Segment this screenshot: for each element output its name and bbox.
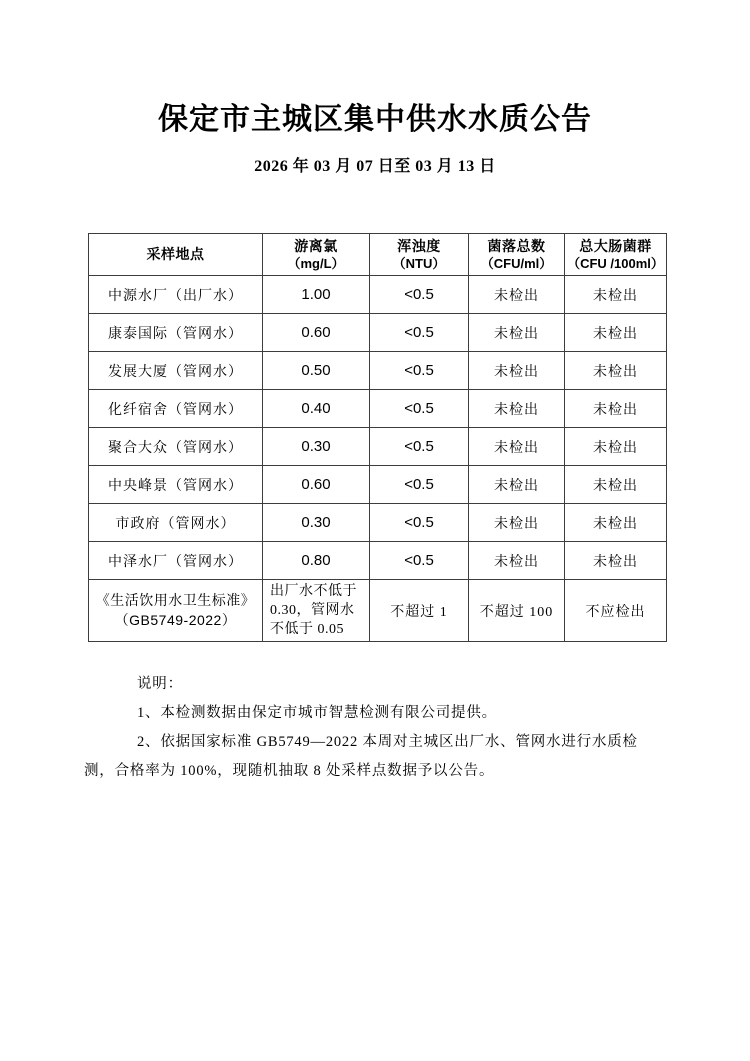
free-chlorine-value: 0.50 — [263, 352, 370, 390]
colony-count-value: 未检出 — [469, 276, 565, 314]
table-row — [89, 428, 667, 466]
standard-name-line1: 《生活饮用水卫生标准》 — [95, 593, 256, 609]
standard-colony-count: 不超过 100 — [469, 580, 565, 642]
note-heading: 说明： — [137, 676, 183, 692]
sample-location: 市政府（管网水） — [89, 504, 263, 542]
free-chlorine-value: 0.40 — [263, 390, 370, 428]
turbidity-value: <0.5 — [370, 542, 469, 580]
standard-free-chlorine-line2: 0.30，管网水 — [270, 603, 355, 618]
header-turbidity-unit: （NTU） — [392, 255, 446, 271]
free-chlorine-value: 0.60 — [263, 314, 370, 352]
turbidity-value: <0.5 — [370, 390, 469, 428]
table-row — [89, 504, 667, 542]
standard-name — [89, 580, 263, 642]
table-row — [89, 466, 667, 504]
sample-location: 康泰国际（管网水） — [89, 314, 263, 352]
sample-location: 中泽水厂（管网水） — [89, 542, 263, 580]
colony-count-value: 未检出 — [469, 390, 565, 428]
free-chlorine-value: 0.60 — [263, 466, 370, 504]
header-free-chlorine-unit: （mg/L） — [287, 255, 345, 271]
standard-turbidity: 不超过 1 — [370, 580, 469, 642]
standard-name-line2: （GB5749-2022） — [114, 611, 237, 628]
coliform-value: 未检出 — [565, 466, 667, 504]
sample-location: 中源水厂（出厂水） — [89, 276, 263, 314]
coliform-value: 未检出 — [565, 276, 667, 314]
table-row — [89, 314, 667, 352]
sample-location: 聚合大众（管网水） — [89, 428, 263, 466]
table-row — [89, 390, 667, 428]
coliform-value: 未检出 — [565, 390, 667, 428]
table-row — [89, 352, 667, 390]
turbidity-value: <0.5 — [370, 314, 469, 352]
colony-count-value: 未检出 — [469, 542, 565, 580]
turbidity-value: <0.5 — [370, 466, 469, 504]
table-row — [89, 542, 667, 580]
standard-free-chlorine-line3: 不低于 0.05 — [270, 622, 344, 637]
coliform-value: 未检出 — [565, 314, 667, 352]
note-2-line-1: 2、依据国家标准 GB5749—2022 本周对主城区出厂水、管网水进行水质检 — [137, 734, 638, 750]
colony-count-value: 未检出 — [469, 504, 565, 542]
coliform-value: 未检出 — [565, 542, 667, 580]
notes-section — [84, 670, 666, 786]
standard-coliform: 不应检出 — [565, 580, 667, 642]
colony-count-value: 未检出 — [469, 428, 565, 466]
standard-free-chlorine — [263, 580, 370, 642]
header-colony-count-label: 菌落总数 — [487, 237, 546, 254]
coliform-value: 未检出 — [565, 504, 667, 542]
sample-location: 发展大厦（管网水） — [89, 352, 263, 390]
header-coliform-label: 总大肠菌群 — [579, 237, 652, 254]
colony-count-value: 未检出 — [469, 466, 565, 504]
header-colony-count-unit: （CFU/ml） — [480, 255, 553, 271]
free-chlorine-value: 0.30 — [263, 504, 370, 542]
header-colony-count — [469, 234, 565, 276]
header-free-chlorine — [263, 234, 370, 276]
header-sample-location — [89, 234, 263, 276]
coliform-value: 未检出 — [565, 428, 667, 466]
note-1: 1、本检测数据由保定市城市智慧检测有限公司提供。 — [137, 705, 497, 721]
colony-count-value: 未检出 — [469, 314, 565, 352]
header-turbidity — [370, 234, 469, 276]
header-turbidity-label: 浑浊度 — [397, 237, 441, 254]
turbidity-value: <0.5 — [370, 276, 469, 314]
turbidity-value: <0.5 — [370, 504, 469, 542]
free-chlorine-value: 0.80 — [263, 542, 370, 580]
header-coliform-unit: （CFU /100ml） — [567, 255, 664, 271]
page-title: 保定市主城区集中供水水质公告 — [158, 103, 592, 136]
turbidity-value: <0.5 — [370, 352, 469, 390]
colony-count-value: 未检出 — [469, 352, 565, 390]
standard-row — [89, 580, 667, 642]
water-quality-table — [88, 233, 667, 642]
table-row — [89, 276, 667, 314]
coliform-value: 未检出 — [565, 352, 667, 390]
note-2-line-2: 测，合格率为 100%，现随机抽取 8 处采样点数据予以公告。 — [84, 763, 495, 779]
header-sample-location-label: 采样地点 — [146, 246, 205, 262]
free-chlorine-value: 0.30 — [263, 428, 370, 466]
sample-location: 中央峰景（管网水） — [89, 466, 263, 504]
sample-location: 化纤宿舍（管网水） — [89, 390, 263, 428]
header-free-chlorine-label: 游离氯 — [294, 237, 338, 254]
turbidity-value: <0.5 — [370, 428, 469, 466]
free-chlorine-value: 1.00 — [263, 276, 370, 314]
header-coliform — [565, 234, 667, 276]
standard-free-chlorine-line1: 出厂水不低于 — [270, 584, 357, 599]
date-range: 2026 年 03 月 07 日至 03 月 13 日 — [254, 158, 496, 175]
table-header-row — [89, 234, 667, 276]
